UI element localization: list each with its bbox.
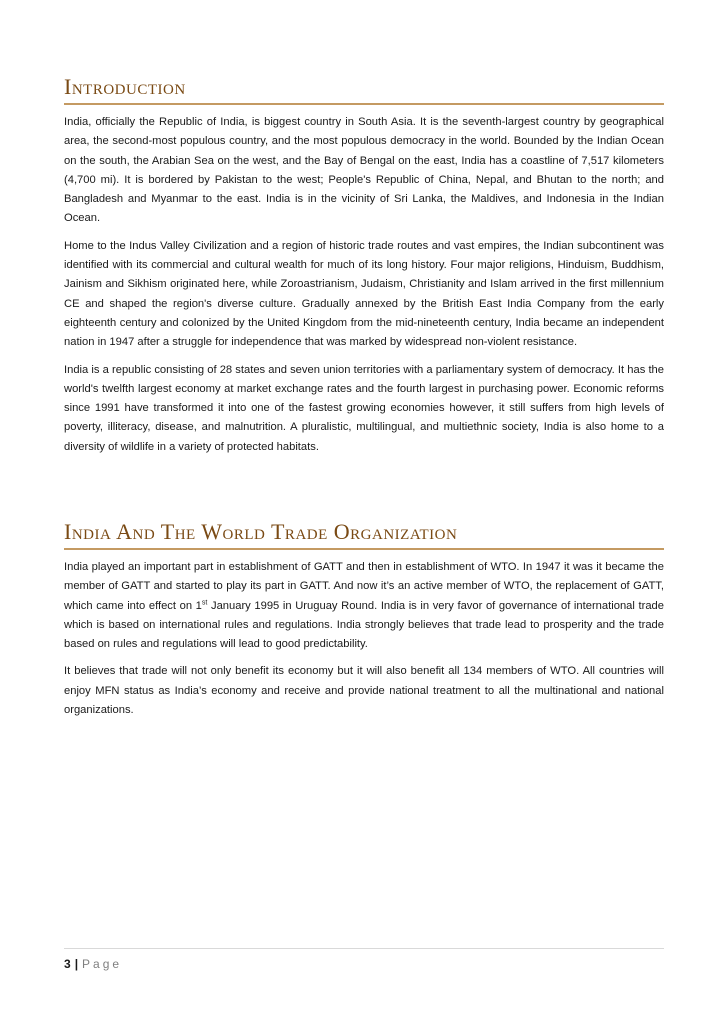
wto-paragraph-1-part-b: January 1995 in Uruguay Round. India is in very favor of governance of international trade which is based on international rules and regulations. India strongly believes that trade lead to prosperity and the trade based on rules and regulations will lead to good predictability. <box>64 599 664 651</box>
wto-section <box>64 521 664 728</box>
introduction-section <box>64 76 664 465</box>
wto-heading: India And The World Trade Organization <box>64 519 458 544</box>
introduction-heading: Introduction <box>64 74 186 99</box>
heading-underline <box>64 548 664 550</box>
wto-paragraph-1-part-a: India played an important part in establishment of GATT and then in establishment of WTO. In 1947 it was it became the member of GATT and started to play its part in GATT. And now it’s an active member of WTO, the replacement of GATT, which came into effect on 1 <box>64 561 664 612</box>
page-indicator <box>64 957 122 971</box>
intro-paragraph-3: India is a republic consisting of 28 states and seven union territories with a parliamentary system of democracy. It has the world's twelfth largest economy at market exchange rates and the fourth largest in purchasing power. Economic reforms since 1991 have transformed it into one of the fastest growing economies however, it still suffers from high levels of poverty, illiteracy, disease, and malnutrition. A pluralistic, multilingual, and multiethnic society, India is also home to a diversity of wildlife in a variety of protected habitats. <box>64 363 664 453</box>
intro-paragraph-2: Home to the Indus Valley Civilization and a region of historic trade routes and vast empires, the Indian subcontinent was identified with its commercial and cultural wealth for much of its long history. Four major religions, Hinduism, Buddhism, Jainism and Sikhism originated here, while Zoroastrianism, Judaism, Christianity and Islam arrived in the first millennium CE and shaped the region's diverse culture. Gradually annexed by the British East India Company from the early eighteenth century and colonized by the United Kingdom from the mid-nineteenth century, India became an independent nation in 1947 after a struggle for independence that was marked by widespread non-violent resistance. <box>64 239 664 349</box>
page-footer <box>64 948 664 971</box>
heading-underline <box>64 103 664 105</box>
intro-paragraph-1: India, officially the Republic of India, is biggest country in South Asia. It is the seventh-largest country by geographical area, the second-most populous country, and the most populous democracy in the world. Bounded by the Indian Ocean on the south, the Arabian Sea on the west, and the Bay of Bengal on the east, India has a coastline of 7,517 kilometers (4,700 mi). It is bordered by Pakistan to the west; People's Republic of China, Nepal, and Bhutan to the north; and Bangladesh and Myanmar to the east. India is in the vicinity of Sri Lanka, the Maldives, and Indonesia in the Indian Ocean. <box>64 116 664 225</box>
wto-paragraph-2: It believes that trade will not only benefit its economy but it will also benefit all 134 members of WTO. All countries will enjoy MFN status as India’s economy and receive and provide national treatment to all the multinational and national organizations. <box>64 665 664 717</box>
page-number: 3 <box>64 957 71 971</box>
page-label: Page <box>82 957 123 971</box>
ordinal-superscript: st <box>201 598 208 606</box>
footer-separator: | <box>74 957 79 971</box>
wto-paragraph-1 <box>64 558 664 654</box>
